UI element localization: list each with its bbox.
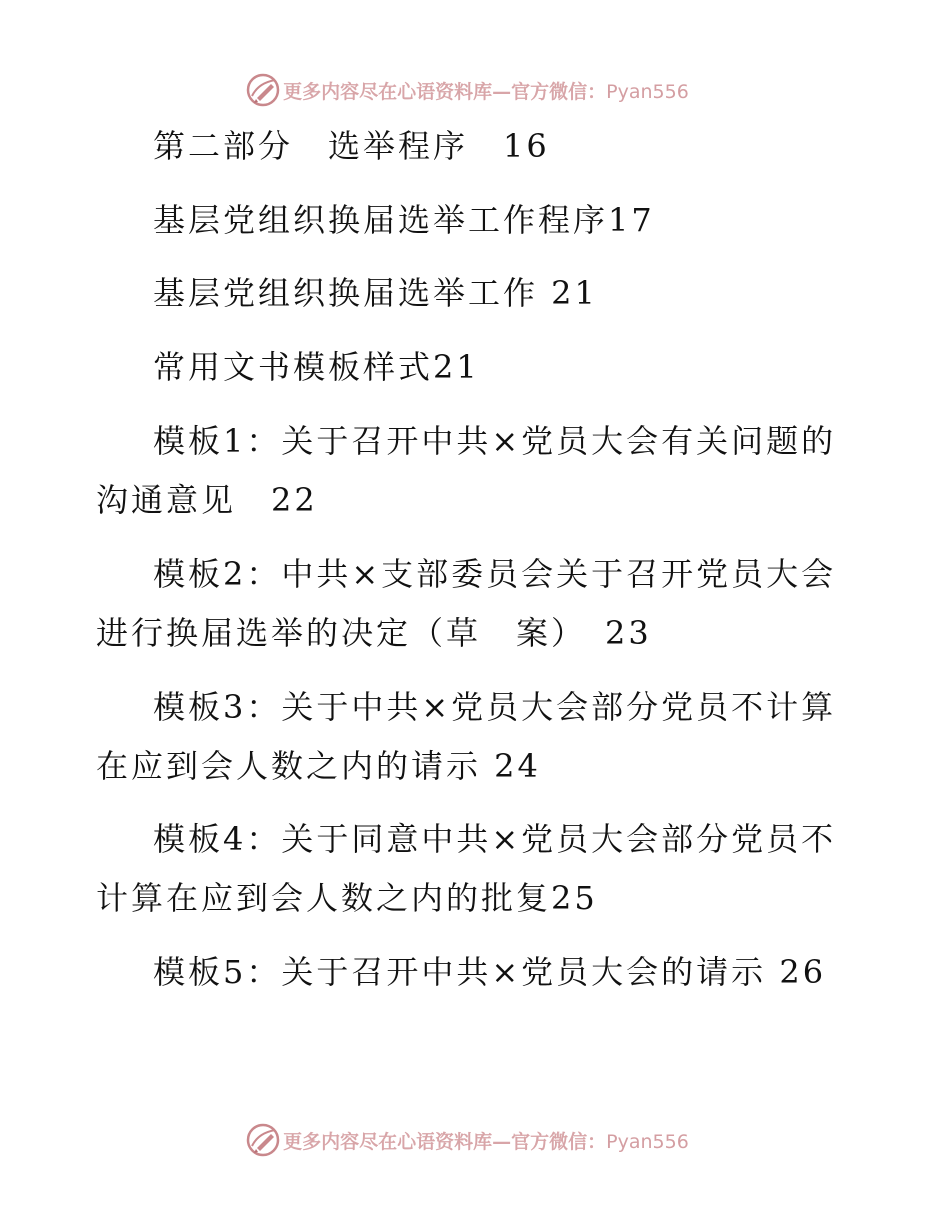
toc-line: 基层党组织换届选举工作 21 [153, 274, 598, 312]
watermark-inner [245, 1122, 689, 1158]
watermark-footer [0, 1120, 950, 1160]
toc-line-continuation: 在应到会人数之内的请示 24 [96, 747, 541, 785]
pen-circle-logo-icon [245, 72, 281, 108]
toc-line: 模板4：关于同意中共×党员大会部分党员不 [153, 820, 837, 858]
pen-circle-logo-icon [245, 1122, 281, 1158]
toc-line: 模板1：关于召开中共×党员大会有关问题的 [153, 422, 837, 460]
toc-line: 模板5：关于召开中共×党员大会的请示 26 [153, 953, 827, 991]
toc-line-continuation: 进行换届选举的决定（草 案） 23 [96, 614, 652, 652]
watermark-slogan: 更多内容尽在心语资料库—官方微信： [283, 80, 607, 103]
watermark-handle: Pyan556 [606, 80, 689, 103]
watermark-handle: Pyan556 [606, 1130, 689, 1153]
toc-line-continuation: 沟通意见 22 [96, 481, 318, 519]
watermark-slogan: 更多内容尽在心语资料库—官方微信： [283, 1130, 607, 1153]
toc-line: 模板2：中共×支部委员会关于召开党员大会 [153, 555, 837, 593]
watermark-header [0, 70, 950, 110]
toc-line: 模板3：关于中共×党员大会部分党员不计算 [153, 688, 837, 726]
watermark-inner [245, 72, 689, 108]
toc-line: 常用文书模板样式21 [153, 348, 480, 386]
toc-line: 基层党组织换届选举工作程序17 [153, 201, 655, 239]
toc-line: 第二部分 选举程序 16 [153, 127, 550, 165]
watermark-text [283, 77, 689, 104]
toc-line-continuation: 计算在应到会人数之内的批复25 [96, 879, 598, 917]
watermark-text [283, 1127, 689, 1154]
